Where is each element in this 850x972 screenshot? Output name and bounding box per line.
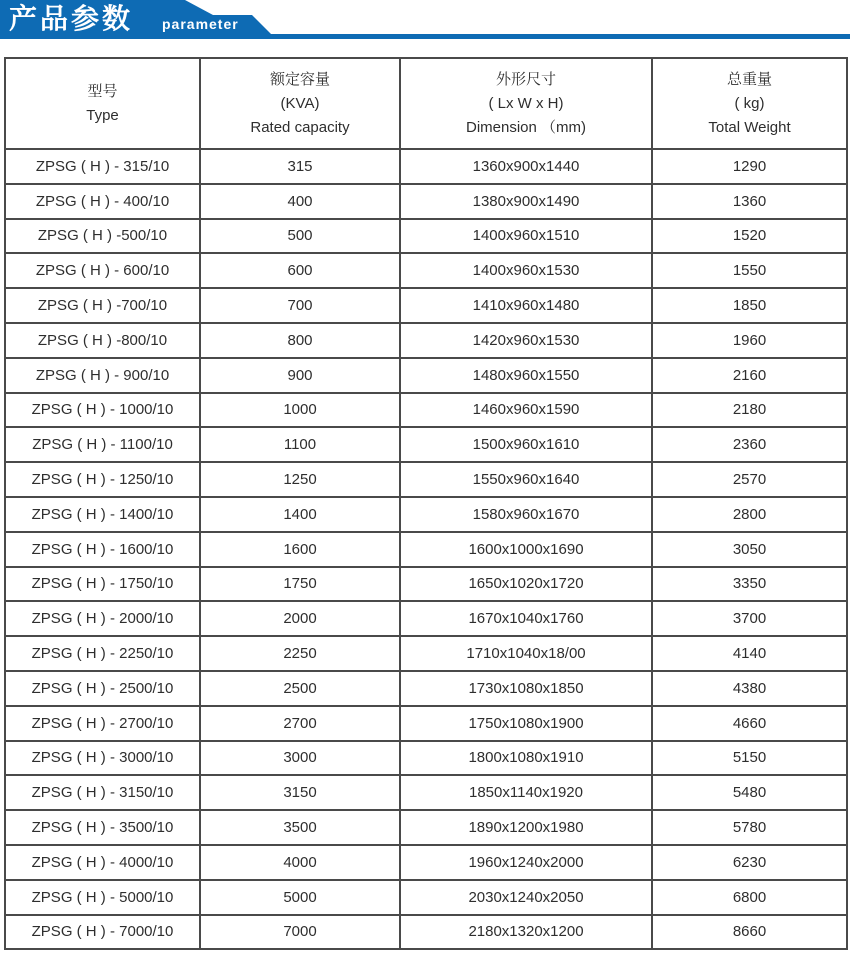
cell-dimension: 1400x960x1510: [400, 219, 652, 254]
table-row: [5, 219, 847, 254]
cell-dimension: 1410x960x1480: [400, 288, 652, 323]
cell-total-weight: 4660: [652, 706, 847, 741]
cell-rated-capacity: 3000: [200, 741, 400, 776]
cell-rated-capacity: 2000: [200, 601, 400, 636]
cell-rated-capacity: 1000: [200, 393, 400, 428]
cell-total-weight: 2160: [652, 358, 847, 393]
table-row: [5, 706, 847, 741]
column-header-line: 额定容量: [269, 70, 330, 88]
cell-total-weight: 3700: [652, 601, 847, 636]
cell-total-weight: 1520: [652, 219, 847, 254]
page-title: 产品参数: [9, 3, 134, 34]
cell-rated-capacity: 3500: [200, 810, 400, 845]
table-row: [5, 323, 847, 358]
cell-type: ZPSG ( H ) -700/10: [5, 288, 200, 323]
cell-type: ZPSG ( H ) - 1600/10: [5, 532, 200, 567]
column-header-line: (KVA): [280, 94, 320, 112]
cell-type: ZPSG ( H ) - 3000/10: [5, 741, 200, 776]
cell-type: ZPSG ( H ) - 2700/10: [5, 706, 200, 741]
cell-total-weight: 2570: [652, 462, 847, 497]
cell-dimension: 1480x960x1550: [400, 358, 652, 393]
cell-rated-capacity: 2250: [200, 636, 400, 671]
cell-type: ZPSG ( H ) - 400/10: [5, 184, 200, 219]
cell-total-weight: 3350: [652, 567, 847, 602]
cell-rated-capacity: 1400: [200, 497, 400, 532]
cell-total-weight: 4140: [652, 636, 847, 671]
cell-rated-capacity: 400: [200, 184, 400, 219]
cell-rated-capacity: 5000: [200, 880, 400, 915]
cell-dimension: 1550x960x1640: [400, 462, 652, 497]
cell-dimension: 1710x1040x18/00: [400, 636, 652, 671]
cell-type: ZPSG ( H ) - 5000/10: [5, 880, 200, 915]
table-row: [5, 567, 847, 602]
cell-rated-capacity: 4000: [200, 845, 400, 880]
table-row: [5, 462, 847, 497]
cell-dimension: 1460x960x1590: [400, 393, 652, 428]
cell-rated-capacity: 800: [200, 323, 400, 358]
column-header-line: 外形尺寸: [495, 70, 556, 88]
cell-rated-capacity: 1250: [200, 462, 400, 497]
table-head: [5, 58, 847, 149]
cell-total-weight: 3050: [652, 532, 847, 567]
section-banner: [0, 0, 850, 40]
cell-dimension: 1580x960x1670: [400, 497, 652, 532]
cell-dimension: 1420x960x1530: [400, 323, 652, 358]
cell-type: ZPSG ( H ) - 1100/10: [5, 427, 200, 462]
table-row: [5, 393, 847, 428]
cell-rated-capacity: 700: [200, 288, 400, 323]
table-row: [5, 636, 847, 671]
cell-dimension: 1960x1240x2000: [400, 845, 652, 880]
column-header-line: ( Lx W x H): [488, 94, 564, 112]
cell-rated-capacity: 2700: [200, 706, 400, 741]
cell-type: ZPSG ( H ) - 2000/10: [5, 601, 200, 636]
cell-total-weight: 2180: [652, 393, 847, 428]
cell-rated-capacity: 7000: [200, 915, 400, 950]
cell-type: ZPSG ( H ) - 2250/10: [5, 636, 200, 671]
header-row: [5, 58, 847, 149]
column-header-line: Total Weight: [708, 118, 791, 136]
cell-total-weight: 1290: [652, 149, 847, 184]
table-row: [5, 532, 847, 567]
cell-dimension: 1850x1140x1920: [400, 775, 652, 810]
cell-total-weight: 1960: [652, 323, 847, 358]
cell-rated-capacity: 315: [200, 149, 400, 184]
cell-total-weight: 4380: [652, 671, 847, 706]
cell-rated-capacity: 3150: [200, 775, 400, 810]
cell-type: ZPSG ( H ) - 900/10: [5, 358, 200, 393]
column-header-line: 型号: [87, 82, 118, 100]
table-row: [5, 427, 847, 462]
cell-dimension: 1400x960x1530: [400, 253, 652, 288]
table-section: [0, 40, 850, 950]
cell-type: ZPSG ( H ) -800/10: [5, 323, 200, 358]
column-header-line: ( kg): [734, 94, 765, 112]
cell-total-weight: 2800: [652, 497, 847, 532]
cell-total-weight: 1550: [652, 253, 847, 288]
table-row: [5, 915, 847, 950]
cell-rated-capacity: 600: [200, 253, 400, 288]
cell-total-weight: 5150: [652, 741, 847, 776]
cell-type: ZPSG ( H ) - 1750/10: [5, 567, 200, 602]
table-row: [5, 149, 847, 184]
table-body: [5, 149, 847, 949]
cell-dimension: 1360x900x1440: [400, 149, 652, 184]
cell-dimension: 2180x1320x1200: [400, 915, 652, 950]
table-row: [5, 775, 847, 810]
cell-type: ZPSG ( H ) - 1000/10: [5, 393, 200, 428]
cell-type: ZPSG ( H ) - 4000/10: [5, 845, 200, 880]
table-row: [5, 358, 847, 393]
column-header-line: Type: [86, 106, 119, 124]
column-header-4: [652, 58, 847, 149]
cell-rated-capacity: 900: [200, 358, 400, 393]
table-row: [5, 184, 847, 219]
table-row: [5, 845, 847, 880]
cell-rated-capacity: 1750: [200, 567, 400, 602]
cell-dimension: 2030x1240x2050: [400, 880, 652, 915]
cell-dimension: 1750x1080x1900: [400, 706, 652, 741]
cell-total-weight: 6800: [652, 880, 847, 915]
cell-dimension: 1380x900x1490: [400, 184, 652, 219]
cell-type: ZPSG ( H ) - 1250/10: [5, 462, 200, 497]
cell-total-weight: 6230: [652, 845, 847, 880]
column-header-1: [5, 58, 200, 149]
cell-total-weight: 5480: [652, 775, 847, 810]
cell-total-weight: 5780: [652, 810, 847, 845]
cell-type: ZPSG ( H ) - 2500/10: [5, 671, 200, 706]
table-row: [5, 288, 847, 323]
page-subtitle: parameter: [162, 16, 239, 32]
column-header-2: [200, 58, 400, 149]
table-row: [5, 497, 847, 532]
parameters-table: [4, 57, 848, 950]
column-header-line: Rated capacity: [250, 118, 350, 136]
cell-total-weight: 1360: [652, 184, 847, 219]
cell-type: ZPSG ( H ) - 3150/10: [5, 775, 200, 810]
table-row: [5, 880, 847, 915]
cell-rated-capacity: 500: [200, 219, 400, 254]
cell-type: ZPSG ( H ) - 7000/10: [5, 915, 200, 950]
table-row: [5, 810, 847, 845]
cell-total-weight: 8660: [652, 915, 847, 950]
column-header-line: 总重量: [726, 70, 772, 88]
cell-type: ZPSG ( H ) - 3500/10: [5, 810, 200, 845]
cell-rated-capacity: 1600: [200, 532, 400, 567]
cell-rated-capacity: 2500: [200, 671, 400, 706]
table-row: [5, 671, 847, 706]
table-row: [5, 741, 847, 776]
column-header-line: Dimension （mm): [465, 118, 586, 136]
cell-type: ZPSG ( H ) -500/10: [5, 219, 200, 254]
cell-dimension: 1670x1040x1760: [400, 601, 652, 636]
cell-type: ZPSG ( H ) - 315/10: [5, 149, 200, 184]
cell-dimension: 1600x1000x1690: [400, 532, 652, 567]
cell-dimension: 1730x1080x1850: [400, 671, 652, 706]
cell-rated-capacity: 1100: [200, 427, 400, 462]
table-row: [5, 253, 847, 288]
cell-dimension: 1890x1200x1980: [400, 810, 652, 845]
cell-dimension: 1650x1020x1720: [400, 567, 652, 602]
column-header-3: [400, 58, 652, 149]
cell-total-weight: 2360: [652, 427, 847, 462]
cell-type: ZPSG ( H ) - 1400/10: [5, 497, 200, 532]
cell-total-weight: 1850: [652, 288, 847, 323]
cell-dimension: 1500x960x1610: [400, 427, 652, 462]
cell-dimension: 1800x1080x1910: [400, 741, 652, 776]
table-row: [5, 601, 847, 636]
cell-type: ZPSG ( H ) - 600/10: [5, 253, 200, 288]
